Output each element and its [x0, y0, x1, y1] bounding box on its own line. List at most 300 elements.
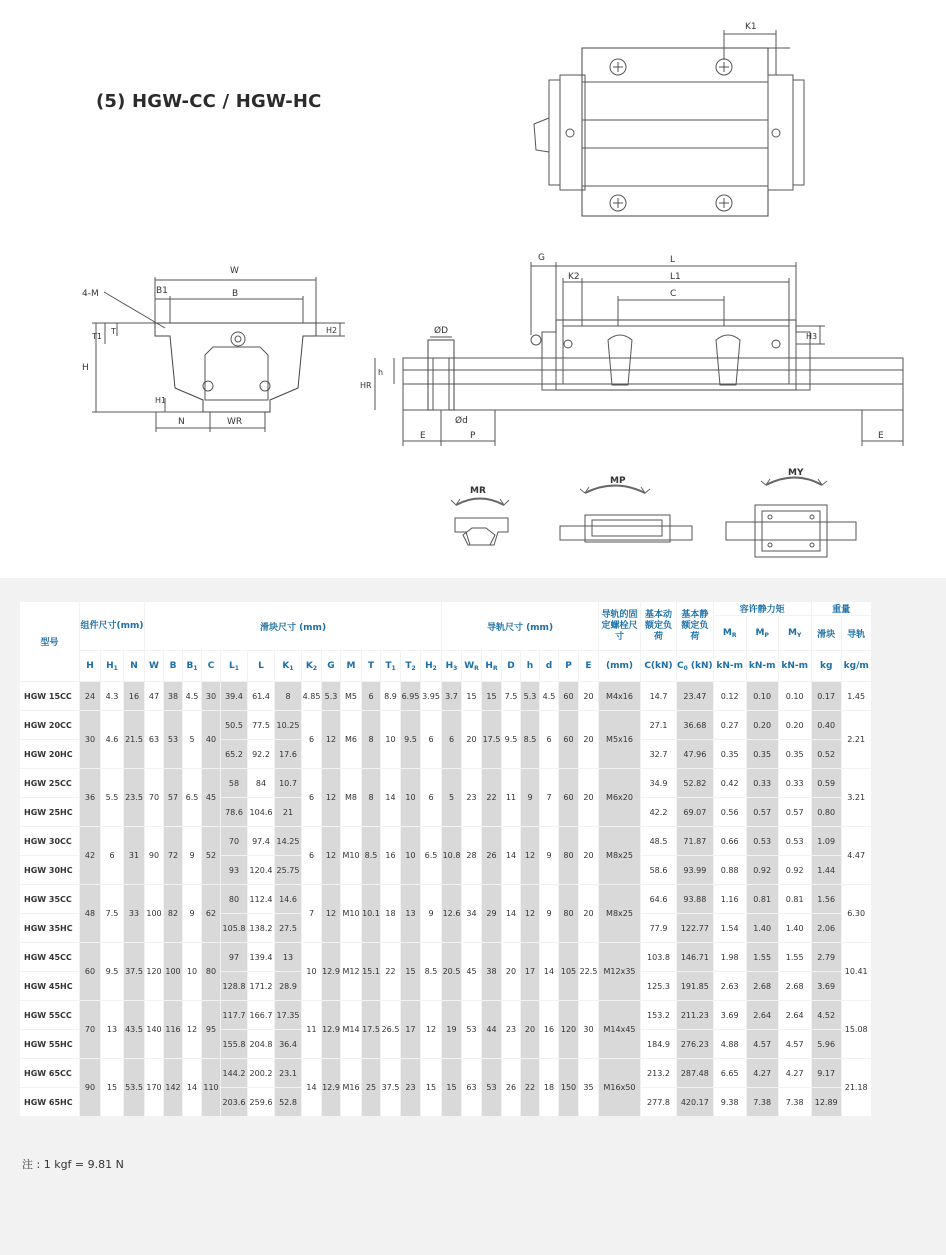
cell-b1: 12 [183, 1001, 202, 1059]
cell-d: 20 [502, 943, 521, 1001]
cell-static-load: 93.99 [677, 856, 714, 885]
cell-m: M5 [341, 682, 362, 711]
cell-t: 8 [362, 769, 381, 827]
cell-l1: 39.4 [221, 682, 248, 711]
subscript: 1 [289, 664, 294, 672]
cell-rail-weight: 1.45 [841, 682, 871, 711]
cell-l1: 58 [221, 769, 248, 798]
cell-t1: 10 [381, 711, 401, 769]
cell-p: 60 [559, 769, 579, 827]
cell-cc: 95 [202, 1001, 221, 1059]
cell-dynamic-load: 277.8 [641, 1088, 677, 1117]
cell-hr: 17.5 [482, 711, 502, 769]
header-col-b: B [164, 651, 183, 682]
table-row [20, 682, 872, 711]
unit-rail-weight: kg/m [841, 651, 871, 682]
header-col-bolt: (mm) [599, 651, 641, 682]
cell-h3: 20.5 [442, 943, 462, 1001]
table-row [20, 885, 872, 914]
cell-b: 100 [164, 943, 183, 1001]
cell-rail-weight: 21.18 [841, 1059, 871, 1117]
section-title: (5) HGW-CC / HGW-HC [96, 91, 322, 112]
cell-e: 20 [579, 885, 599, 943]
cell-h3: 3.7 [442, 682, 462, 711]
cell-block-weight: 3.69 [811, 972, 841, 1001]
header-moment-mp: $M_P$ [746, 616, 778, 651]
cell-t1: 22 [381, 943, 401, 1001]
cell-b1: 5 [183, 711, 202, 769]
cell-m: M12 [341, 943, 362, 1001]
cell-wr: 63 [462, 1059, 482, 1117]
cell-l1: 155.8 [221, 1030, 248, 1059]
unit-my: kN-m [778, 651, 811, 682]
cell-my: 0.20 [778, 711, 811, 740]
cell-n: 43.5 [124, 1001, 145, 1059]
header-col-h2: $H_2$ [421, 651, 442, 682]
cell-e: 20 [579, 827, 599, 885]
cell-w: 90 [145, 827, 164, 885]
cell-mr: 0.27 [713, 711, 746, 740]
cell-mp: 0.57 [746, 798, 778, 827]
label-l1: L1 [670, 272, 681, 282]
cell-e: 20 [579, 769, 599, 827]
cell-k1: 10.7 [275, 769, 302, 798]
cell-d: 9 [540, 885, 559, 943]
cell-bolt: M4x16 [599, 682, 641, 711]
cell-mp: 4.57 [746, 1030, 778, 1059]
cell-l: 166.7 [248, 1001, 275, 1030]
cell-d: 14 [540, 943, 559, 1001]
label-mp: MP [610, 476, 626, 486]
cell-cc: 62 [202, 885, 221, 943]
label-4-m: 4-M [82, 289, 99, 299]
label-h2: H2 [326, 326, 338, 335]
cell-my: 0.35 [778, 740, 811, 769]
cell-k2: 6 [302, 827, 322, 885]
cell-mp: 0.33 [746, 769, 778, 798]
cell-l1: 203.6 [221, 1088, 248, 1117]
cell-n: 16 [124, 682, 145, 711]
cell-my: 0.81 [778, 885, 811, 914]
cell-g: 12.9 [322, 943, 341, 1001]
cell-l1: 97 [221, 943, 248, 972]
cell-l: 120.4 [248, 856, 275, 885]
c0-suffix: (kN) [687, 660, 713, 671]
cell-w: 120 [145, 943, 164, 1001]
cell-mp: 1.55 [746, 943, 778, 972]
table-row [20, 711, 872, 740]
cell-m: M10 [341, 885, 362, 943]
cell-wr: 45 [462, 943, 482, 1001]
cell-w: 63 [145, 711, 164, 769]
cell-h1: 15 [101, 1059, 124, 1117]
cell-bolt: M8x25 [599, 827, 641, 885]
cell-mr: 9.38 [713, 1088, 746, 1117]
cell-block-weight: 2.06 [811, 914, 841, 943]
header-col-h: H [80, 651, 101, 682]
header-col-ckn: C(kN) [641, 651, 677, 682]
cell-my: 1.55 [778, 943, 811, 972]
cell-mp: 2.64 [746, 1001, 778, 1030]
label-h: H [82, 363, 89, 373]
cell-wr: 20 [462, 711, 482, 769]
cell-hr: 26 [482, 827, 502, 885]
cell-h3: 5 [442, 769, 462, 827]
label-phi-d-upper: ØD [434, 326, 449, 336]
cell-static-load: 36.68 [677, 711, 714, 740]
cell-mr: 4.88 [713, 1030, 746, 1059]
model-name: HGW 30HC [20, 856, 80, 885]
label-hr: HR [360, 381, 372, 390]
cell-wr: 53 [462, 1001, 482, 1059]
cell-t: 17.5 [362, 1001, 381, 1059]
cell-g: 12.9 [322, 1059, 341, 1117]
cell-b: 142 [164, 1059, 183, 1117]
cell-h2: 6 [421, 711, 442, 769]
model-name: HGW 30CC [20, 827, 80, 856]
table-row [20, 827, 872, 856]
cell-h: 70 [80, 1001, 101, 1059]
cell-h: 12 [521, 885, 540, 943]
label-e-right: E [878, 431, 884, 441]
cell-l1: 80 [221, 885, 248, 914]
header-assembly: 组件尺寸(mm) [80, 602, 145, 651]
cell-dynamic-load: 184.9 [641, 1030, 677, 1059]
cell-block-weight: 0.52 [811, 740, 841, 769]
cell-l: 171.2 [248, 972, 275, 1001]
cell-block-weight: 12.89 [811, 1088, 841, 1117]
cell-m: M6 [341, 711, 362, 769]
header-rail: 导轨尺寸 (mm) [442, 602, 599, 651]
cell-h1: 4.3 [101, 682, 124, 711]
cell-h: 8.5 [521, 711, 540, 769]
cell-mp: 0.20 [746, 711, 778, 740]
cell-n: 53.5 [124, 1059, 145, 1117]
cell-dynamic-load: 48.5 [641, 827, 677, 856]
cell-w: 70 [145, 769, 164, 827]
cell-dynamic-load: 27.1 [641, 711, 677, 740]
cell-t1: 16 [381, 827, 401, 885]
subscript: 1 [113, 664, 118, 672]
cell-k2: 11 [302, 1001, 322, 1059]
cell-k1: 25.75 [275, 856, 302, 885]
cell-p: 80 [559, 885, 579, 943]
label-k1: K1 [745, 22, 757, 32]
cell-h1: 6 [101, 827, 124, 885]
cell-block-weight: 4.52 [811, 1001, 841, 1030]
header-dynamic-load: 基本动额定负荷 [641, 602, 677, 651]
cell-t1: 37.5 [381, 1059, 401, 1117]
model-name: HGW 55HC [20, 1030, 80, 1059]
header-col-g: G [322, 651, 341, 682]
spec-table [19, 601, 872, 1117]
cell-g: 12 [322, 711, 341, 769]
cell-m: M14 [341, 1001, 362, 1059]
cell-b1: 14 [183, 1059, 202, 1117]
cell-w: 170 [145, 1059, 164, 1117]
cell-mp: 4.27 [746, 1059, 778, 1088]
cell-l: 97.4 [248, 827, 275, 856]
cell-static-load: 69.07 [677, 798, 714, 827]
cell-m: M10 [341, 827, 362, 885]
cell-h1: 13 [101, 1001, 124, 1059]
header-moment-my: $M_Y$ [778, 616, 811, 651]
cell-b: 38 [164, 682, 183, 711]
cell-block-weight: 0.40 [811, 711, 841, 740]
cell-g: 12 [322, 885, 341, 943]
cell-k1: 52.8 [275, 1088, 302, 1117]
cell-rail-weight: 3.21 [841, 769, 871, 827]
cell-h1: 5.5 [101, 769, 124, 827]
header-block: 滑块尺寸 (mm) [145, 602, 442, 651]
header-moment-mr: $M_R$ [713, 616, 746, 651]
label-g: G [538, 253, 545, 263]
cell-wr: 23 [462, 769, 482, 827]
header-col-hr: $H_R$ [482, 651, 502, 682]
cell-block-weight: 2.79 [811, 943, 841, 972]
cell-l1: 105.8 [221, 914, 248, 943]
cell-d: 23 [502, 1001, 521, 1059]
cell-mr: 3.69 [713, 1001, 746, 1030]
cell-k1: 14.25 [275, 827, 302, 856]
cell-my: 2.68 [778, 972, 811, 1001]
cell-e: 30 [579, 1001, 599, 1059]
header-col-p: P [559, 651, 579, 682]
header-weight: 重量 [811, 602, 871, 616]
cell-t: 8.5 [362, 827, 381, 885]
cell-h: 42 [80, 827, 101, 885]
cell-dynamic-load: 58.6 [641, 856, 677, 885]
cell-block-weight: 1.09 [811, 827, 841, 856]
cell-l: 259.6 [248, 1088, 275, 1117]
cell-static-load: 93.88 [677, 885, 714, 914]
cell-t2: 10 [401, 769, 421, 827]
cell-m: M8 [341, 769, 362, 827]
cell-t2: 13 [401, 885, 421, 943]
cell-l: 77.5 [248, 711, 275, 740]
subscript: 3 [453, 664, 458, 672]
cell-h1: 9.5 [101, 943, 124, 1001]
cell-static-load: 287.48 [677, 1059, 714, 1088]
cell-k1: 21 [275, 798, 302, 827]
cell-hr: 38 [482, 943, 502, 1001]
header-col-k2: $K_2$ [302, 651, 322, 682]
cell-my: 0.92 [778, 856, 811, 885]
cell-static-load: 52.82 [677, 769, 714, 798]
cell-my: 0.57 [778, 798, 811, 827]
cell-mr: 1.54 [713, 914, 746, 943]
cell-t: 25 [362, 1059, 381, 1117]
cell-k1: 13 [275, 943, 302, 972]
cell-dynamic-load: 153.2 [641, 1001, 677, 1030]
cell-hr: 53 [482, 1059, 502, 1117]
cell-t2: 10 [401, 827, 421, 885]
cell-h: 36 [80, 769, 101, 827]
cell-l1: 65.2 [221, 740, 248, 769]
label-mr: MR [470, 486, 486, 496]
cell-e: 20 [579, 711, 599, 769]
cell-mp: 0.81 [746, 885, 778, 914]
cell-k1: 8 [275, 682, 302, 711]
model-name: HGW 25HC [20, 798, 80, 827]
cell-k1: 36.4 [275, 1030, 302, 1059]
header-col-wr: $W_R$ [462, 651, 482, 682]
cell-mp: 0.92 [746, 856, 778, 885]
cell-mr: 0.42 [713, 769, 746, 798]
cell-e: 20 [579, 682, 599, 711]
cell-h: 24 [80, 682, 101, 711]
cell-h1: 4.6 [101, 711, 124, 769]
moment-diagrams [451, 468, 856, 557]
header-col-h: h [521, 651, 540, 682]
cell-n: 21.5 [124, 711, 145, 769]
header-model: 型号 [20, 602, 80, 682]
cell-dynamic-load: 42.2 [641, 798, 677, 827]
cell-hr: 22 [482, 769, 502, 827]
table-row [20, 1001, 872, 1030]
cell-h: 22 [521, 1059, 540, 1117]
label-t1: T1 [92, 332, 102, 341]
unit-block-weight: kg [811, 651, 841, 682]
cell-dynamic-load: 125.3 [641, 972, 677, 1001]
cell-hr: 29 [482, 885, 502, 943]
front-view-drawing [82, 266, 345, 432]
cell-my: 0.33 [778, 769, 811, 798]
cell-dynamic-load: 32.7 [641, 740, 677, 769]
cell-g: 12 [322, 769, 341, 827]
cell-l1: 117.7 [221, 1001, 248, 1030]
cell-k1: 27.5 [275, 914, 302, 943]
cell-mp: 0.10 [746, 682, 778, 711]
cell-p: 120 [559, 1001, 579, 1059]
technical-drawing [0, 0, 946, 578]
cell-h2: 6.5 [421, 827, 442, 885]
cell-k2: 4.85 [302, 682, 322, 711]
subscript: Y [796, 631, 802, 639]
cell-g: 12.9 [322, 1001, 341, 1059]
cell-k2: 10 [302, 943, 322, 1001]
cell-hr: 44 [482, 1001, 502, 1059]
header-col-k1: $K_1$ [275, 651, 302, 682]
cell-block-weight: 1.44 [811, 856, 841, 885]
cell-b1: 6.5 [183, 769, 202, 827]
cell-k2: 6 [302, 769, 322, 827]
cell-wr: 34 [462, 885, 482, 943]
cell-static-load: 71.87 [677, 827, 714, 856]
cell-mp: 2.68 [746, 972, 778, 1001]
header-col-b1: $B_1$ [183, 651, 202, 682]
cell-h: 90 [80, 1059, 101, 1117]
cell-l1: 93 [221, 856, 248, 885]
header-col-d: d [540, 651, 559, 682]
cell-l1: 128.8 [221, 972, 248, 1001]
cell-t1: 14 [381, 769, 401, 827]
cell-static-load: 47.96 [677, 740, 714, 769]
header-col-n: N [124, 651, 145, 682]
cell-d: 14 [502, 827, 521, 885]
table-row [20, 1059, 872, 1088]
subscript: 0 [683, 664, 688, 672]
cell-t2: 17 [401, 1001, 421, 1059]
cell-l: 92.2 [248, 740, 275, 769]
cell-my: 4.27 [778, 1059, 811, 1088]
model-name: HGW 20CC [20, 711, 80, 740]
cell-h3: 12.6 [442, 885, 462, 943]
header-col-t: T [362, 651, 381, 682]
cell-t1: 8.9 [381, 682, 401, 711]
cell-l: 138.2 [248, 914, 275, 943]
cell-n: 31 [124, 827, 145, 885]
cell-h2: 8.5 [421, 943, 442, 1001]
cell-d: 4.5 [540, 682, 559, 711]
cell-my: 0.53 [778, 827, 811, 856]
cell-l: 61.4 [248, 682, 275, 711]
cell-cc: 40 [202, 711, 221, 769]
cell-b: 82 [164, 885, 183, 943]
model-name: HGW 55CC [20, 1001, 80, 1030]
cell-static-load: 191.85 [677, 972, 714, 1001]
cell-h: 60 [80, 943, 101, 1001]
subscript: 1 [234, 664, 239, 672]
cell-l: 139.4 [248, 943, 275, 972]
cell-k1: 17.6 [275, 740, 302, 769]
cell-d: 18 [540, 1059, 559, 1117]
cell-static-load: 146.71 [677, 943, 714, 972]
cell-dynamic-load: 77.9 [641, 914, 677, 943]
cell-b: 53 [164, 711, 183, 769]
cell-w: 100 [145, 885, 164, 943]
cell-g: 5.3 [322, 682, 341, 711]
cell-d: 6 [540, 711, 559, 769]
cell-h3: 10.8 [442, 827, 462, 885]
cell-block-weight: 0.59 [811, 769, 841, 798]
label-wr: WR [227, 417, 243, 427]
cell-k1: 23.1 [275, 1059, 302, 1088]
cell-rail-weight: 4.47 [841, 827, 871, 885]
cell-k1: 14.6 [275, 885, 302, 914]
label-c: C [670, 289, 677, 299]
cell-dynamic-load: 34.9 [641, 769, 677, 798]
subscript: P [764, 631, 769, 639]
cell-h3: 15 [442, 1059, 462, 1117]
label-e-left: E [420, 431, 426, 441]
cell-mr: 0.56 [713, 798, 746, 827]
cell-rail-weight: 15.08 [841, 1001, 871, 1059]
cell-mp: 0.53 [746, 827, 778, 856]
cell-block-weight: 0.17 [811, 682, 841, 711]
cell-h: 30 [80, 711, 101, 769]
label-h-depth: h [378, 368, 384, 377]
cell-rail-weight: 2.21 [841, 711, 871, 769]
cell-p: 105 [559, 943, 579, 1001]
cell-my: 0.10 [778, 682, 811, 711]
cell-cc: 45 [202, 769, 221, 827]
cell-h2: 3.95 [421, 682, 442, 711]
label-phi-d-lower: Ød [455, 416, 468, 426]
cell-bolt: M8x25 [599, 885, 641, 943]
cell-d: 16 [540, 1001, 559, 1059]
label-l: L [670, 255, 676, 265]
cell-rail-weight: 10.41 [841, 943, 871, 1001]
label-b: B [232, 289, 239, 299]
cell-dynamic-load: 14.7 [641, 682, 677, 711]
cell-h3: 6 [442, 711, 462, 769]
header-col-d: D [502, 651, 521, 682]
cell-cc: 30 [202, 682, 221, 711]
cell-n: 23.5 [124, 769, 145, 827]
cell-dynamic-load: 64.6 [641, 885, 677, 914]
cell-t1: 18 [381, 885, 401, 943]
